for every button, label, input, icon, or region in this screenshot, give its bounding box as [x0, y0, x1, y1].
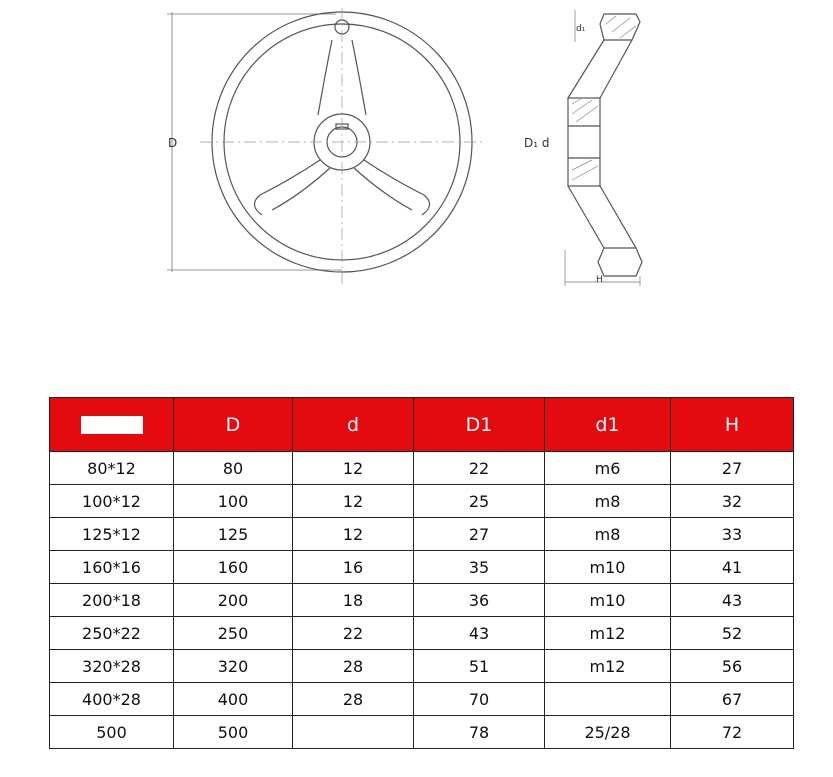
cell-d1: m12 [545, 617, 671, 650]
side-view [565, 10, 642, 286]
table-row [50, 485, 794, 518]
header-cell-D: D [174, 398, 293, 452]
cell-D: 320 [174, 650, 293, 683]
cell-d1: m10 [545, 551, 671, 584]
handwheel-drawing [0, 0, 833, 300]
cell-model: 320*28 [50, 650, 174, 683]
cell-H: 43 [671, 584, 794, 617]
cell-D1: 27 [414, 518, 545, 551]
table-body [50, 452, 794, 749]
cell-H: 52 [671, 617, 794, 650]
header-cell-H: H [671, 398, 794, 452]
spec-table [49, 397, 794, 749]
side-diameter-label: D₁ d [524, 136, 550, 150]
table-row [50, 518, 794, 551]
cell-D1: 25 [414, 485, 545, 518]
cell-d1: m10 [545, 584, 671, 617]
table-row [50, 716, 794, 749]
cell-D: 100 [174, 485, 293, 518]
cell-D1: 51 [414, 650, 545, 683]
header-cell-d1: d1 [545, 398, 671, 452]
table-row [50, 683, 794, 716]
cell-d: 12 [293, 485, 414, 518]
cell-H: 27 [671, 452, 794, 485]
cell-D1: 36 [414, 584, 545, 617]
cell-H: 33 [671, 518, 794, 551]
cell-model: 250*22 [50, 617, 174, 650]
cell-d1 [545, 683, 671, 716]
cell-d: 12 [293, 518, 414, 551]
header-cell-d: d [293, 398, 414, 452]
cell-model: 80*12 [50, 452, 174, 485]
cell-D: 400 [174, 683, 293, 716]
cell-d1: m8 [545, 518, 671, 551]
cell-model: 500 [50, 716, 174, 749]
table-header-row [50, 398, 794, 452]
d1-dim-label: d₁ [576, 24, 586, 34]
cell-model: 160*16 [50, 551, 174, 584]
cell-H: 41 [671, 551, 794, 584]
cell-model: 125*12 [50, 518, 174, 551]
cell-d1: 25/28 [545, 716, 671, 749]
cell-d: 28 [293, 683, 414, 716]
cell-D1: 70 [414, 683, 545, 716]
h-dim-label: H [596, 275, 603, 285]
table-row [50, 617, 794, 650]
table-row [50, 584, 794, 617]
cell-H: 67 [671, 683, 794, 716]
cell-model: 200*18 [50, 584, 174, 617]
cell-D: 125 [174, 518, 293, 551]
front-view [167, 8, 484, 286]
cell-D1: 35 [414, 551, 545, 584]
cell-D1: 78 [414, 716, 545, 749]
cell-d: 18 [293, 584, 414, 617]
cell-D: 250 [174, 617, 293, 650]
table-row [50, 452, 794, 485]
table-row [50, 551, 794, 584]
cell-D: 200 [174, 584, 293, 617]
cell-H: 32 [671, 485, 794, 518]
cell-D1: 22 [414, 452, 545, 485]
cell-d: 22 [293, 617, 414, 650]
cell-d1: m6 [545, 452, 671, 485]
cell-H: 56 [671, 650, 794, 683]
table-row [50, 650, 794, 683]
header-cell-model [50, 398, 174, 452]
cell-model: 100*12 [50, 485, 174, 518]
cell-d: 28 [293, 650, 414, 683]
cell-d [293, 716, 414, 749]
header-white-box [81, 416, 143, 434]
cell-d1: m8 [545, 485, 671, 518]
front-diameter-label: D [168, 136, 178, 150]
cell-D: 160 [174, 551, 293, 584]
cell-d1: m12 [545, 650, 671, 683]
cell-H: 72 [671, 716, 794, 749]
header-cell-D1: D1 [414, 398, 545, 452]
cell-model: 400*28 [50, 683, 174, 716]
cell-D: 80 [174, 452, 293, 485]
cell-d: 16 [293, 551, 414, 584]
cell-D1: 43 [414, 617, 545, 650]
cell-D: 500 [174, 716, 293, 749]
cell-d: 12 [293, 452, 414, 485]
